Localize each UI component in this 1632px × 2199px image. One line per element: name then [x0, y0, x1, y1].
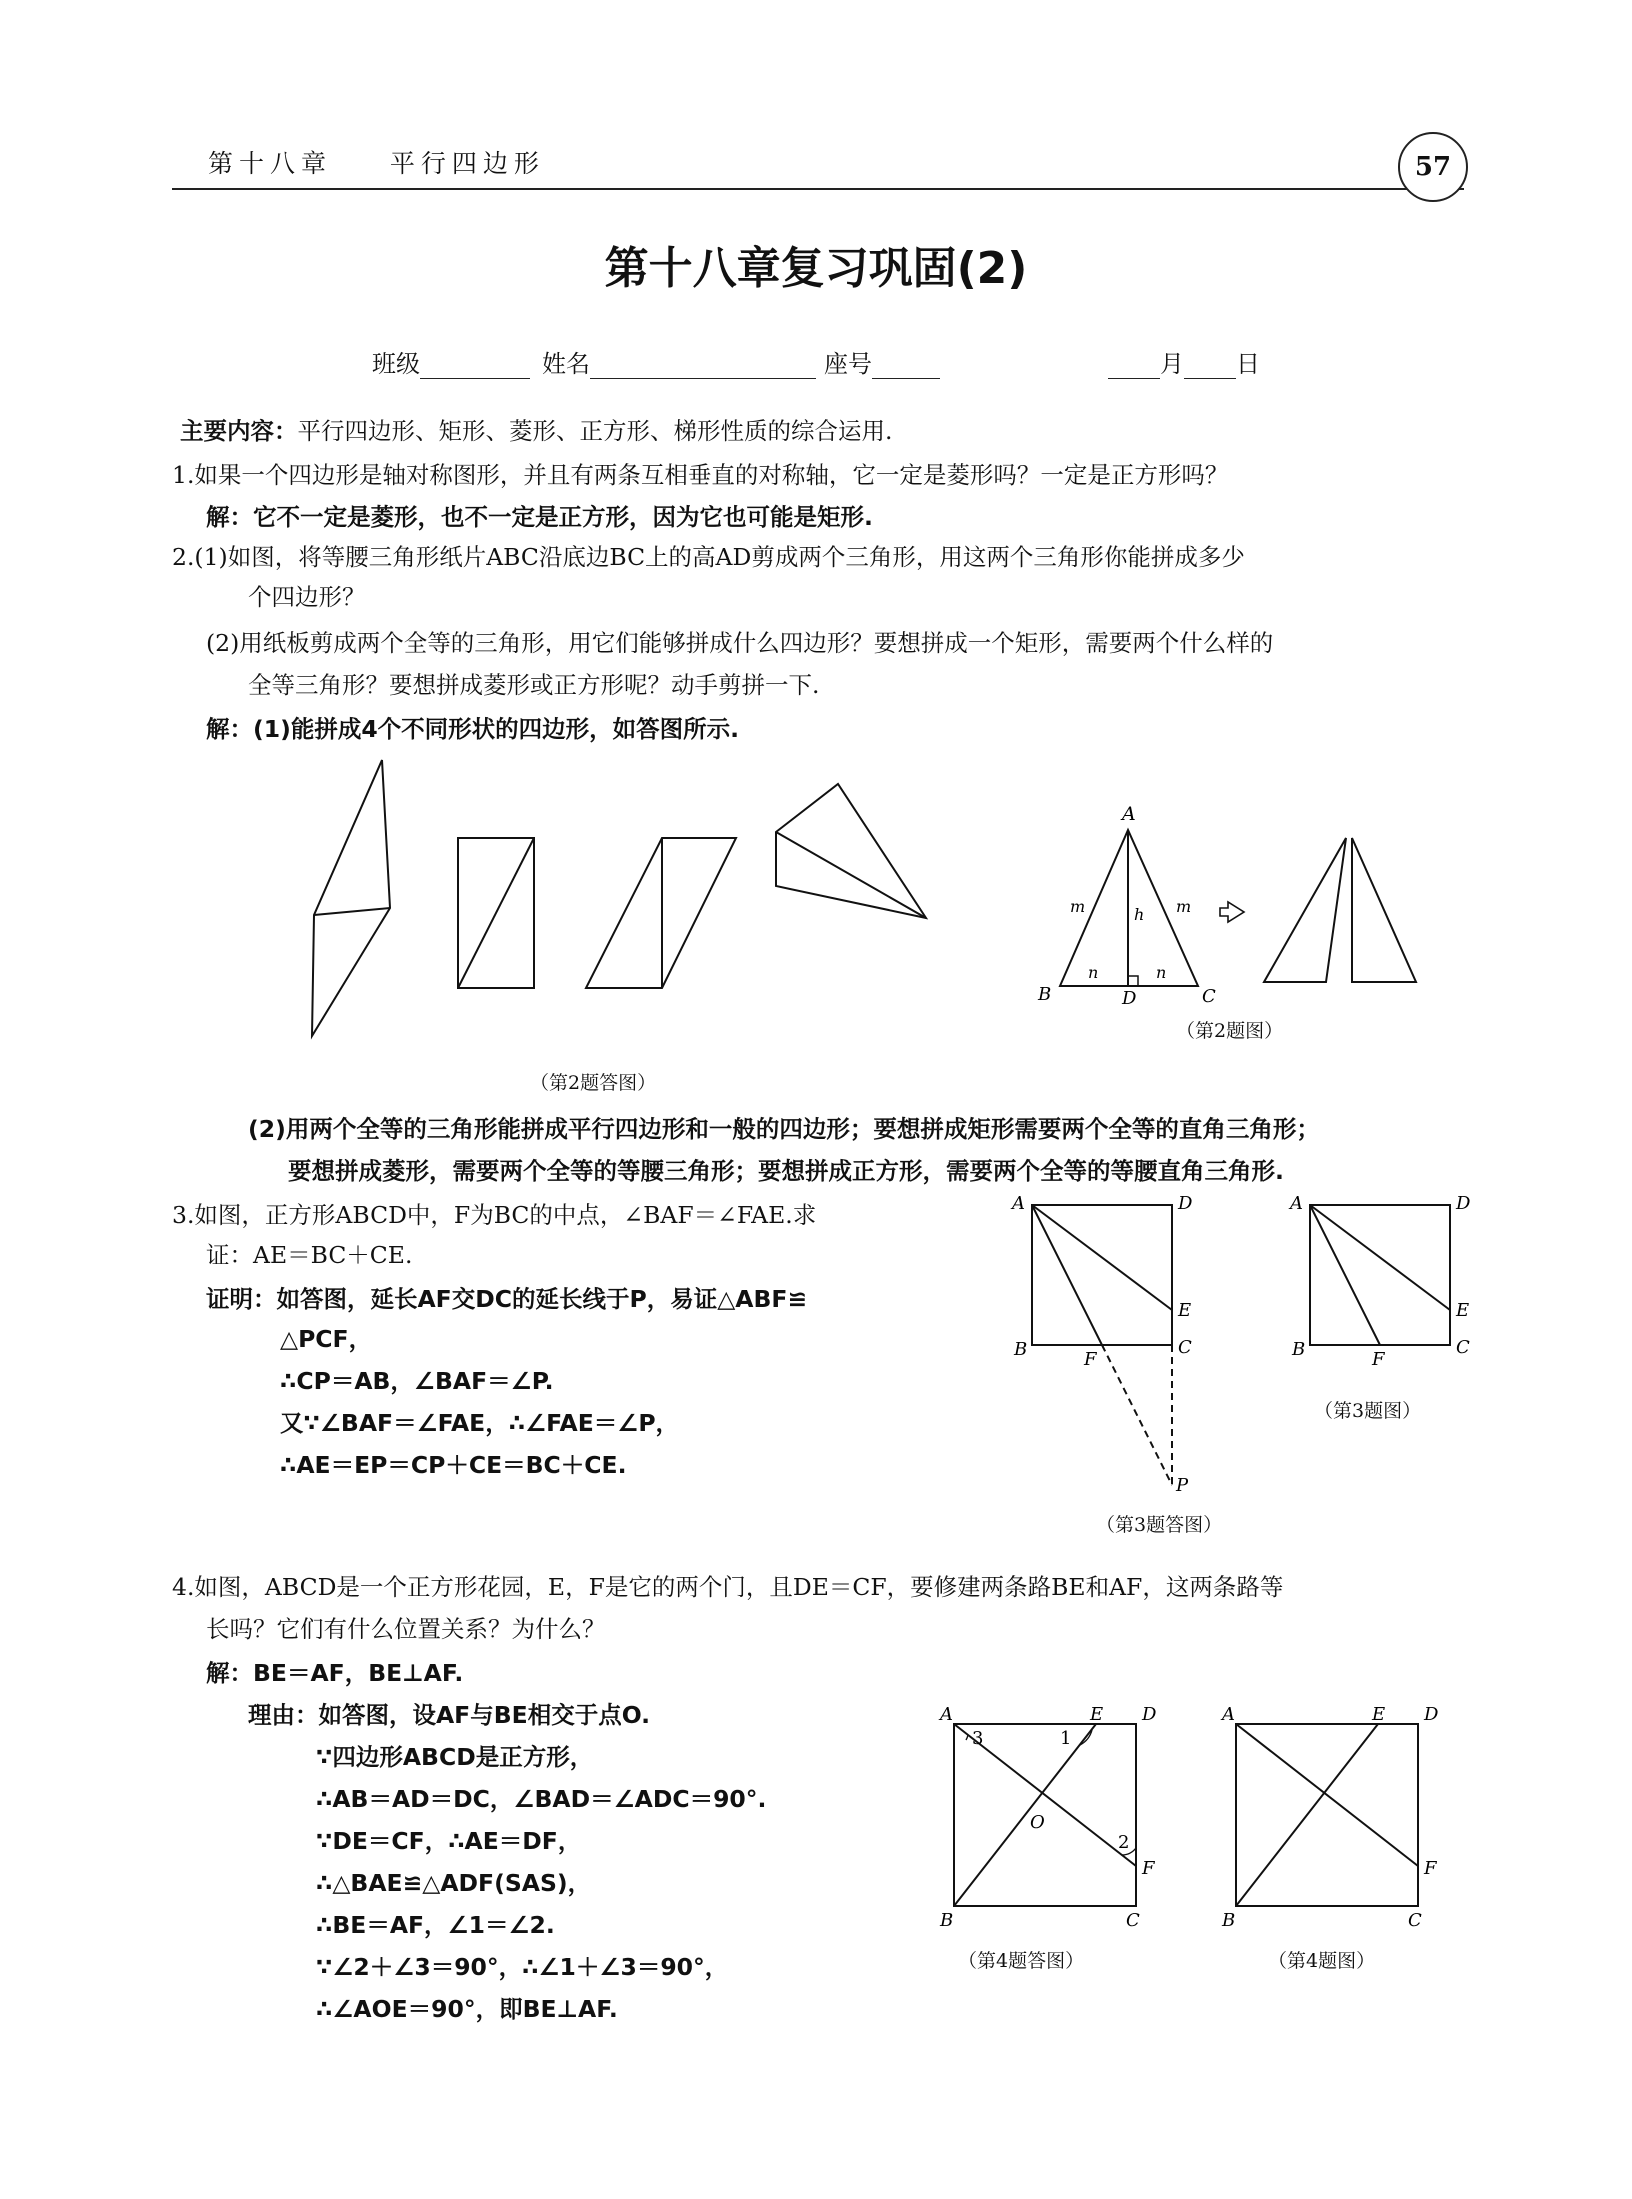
day-label: 日 [1236, 350, 1260, 378]
q3-square [1310, 1205, 1450, 1345]
name-field [542, 344, 816, 379]
q2-quad-kite-split [314, 908, 390, 915]
q4-ans-label-angle3: 3 [972, 1728, 984, 1749]
running-header [208, 144, 545, 180]
q4-reason-line3: ∴AB＝AD＝DC，∠BAD＝∠ADC＝90°. [316, 1785, 767, 1813]
q4-answer: 解：BE＝AF，BE⊥AF. [206, 1659, 464, 1687]
q3-label-e: E [1456, 1300, 1470, 1321]
q2-part1-line1: 2.(1)如图，将等腰三角形纸片ABC沿底边BC上的高AD剪成两个三角形，用这两个三角形你能拼成多少 [172, 543, 1245, 571]
class-blank [420, 352, 530, 379]
q2-arrow-icon [1220, 902, 1244, 922]
q3-ans-label-b: B [1014, 1339, 1028, 1360]
main-content [180, 414, 892, 448]
class-field [372, 344, 530, 379]
q4-ans-label-o: O [1030, 1812, 1045, 1833]
month-blank [1108, 352, 1160, 379]
q3-ans-label-p: P [1176, 1475, 1189, 1496]
q2-label-d: D [1122, 988, 1137, 1009]
q4-label-e: E [1372, 1704, 1386, 1725]
q4-reason-line7: ∵∠2＋∠3＝90°，∴∠1＋∠3＝90°， [316, 1953, 729, 1981]
q3-question-line2: 证：AE＝BC＋CE. [206, 1241, 413, 1269]
q2-figure-caption: （第2题图） [1176, 1020, 1284, 1042]
q2-answer2-line1: (2)用两个全等的三角形能拼成平行四边形和一般的四边形；要想拼成矩形需要两个全等的直角三角形； [248, 1115, 1320, 1143]
q2-label-n-right: n [1156, 963, 1167, 982]
q4-reason-line4: ∵DE＝CF，∴AE＝DF， [316, 1827, 582, 1855]
q2-part2-line1: (2)用纸板剪成两个全等的三角形，用它们能够拼成什么四边形？要想拼成一个矩形，需要两个什么样的 [206, 629, 1274, 657]
q3-answer-caption: （第3题答图） [1096, 1514, 1223, 1536]
q3-ans-label-d: D [1178, 1193, 1193, 1214]
q4-label-a: A [1222, 1704, 1235, 1725]
q2-label-n-left: n [1088, 963, 1099, 982]
q2-half-triangle-left [1264, 838, 1346, 982]
q4-question-line2: 长吗？它们有什么位置关系？为什么？ [206, 1615, 606, 1643]
q3-label-b: B [1292, 1339, 1306, 1360]
q2-quad-general-split [776, 832, 926, 918]
q4-reason-line1: 理由：如答图，设AF与BE相交于点O. [248, 1701, 651, 1729]
q3-proof-line2: △PCF， [280, 1325, 373, 1353]
q3-ans-label-c: C [1178, 1337, 1192, 1358]
q2-label-c: C [1202, 986, 1216, 1007]
q2-quad-general [776, 784, 926, 918]
q4-ans-line-be [954, 1724, 1096, 1906]
q3-proof-line4: 又∵∠BAF＝∠FAE，∴∠FAE＝∠P， [280, 1409, 680, 1437]
q2-label-m-left: m [1070, 897, 1086, 916]
date-field [1108, 344, 1260, 379]
q3-ans-square [1032, 1205, 1172, 1345]
q4-ans-angle-arc-3 [966, 1735, 968, 1740]
q4-label-b: B [1222, 1910, 1236, 1930]
q4-reason-line8: ∴∠AOE＝90°，即BE⊥AF. [316, 1995, 618, 2023]
q4-reason-line6: ∴BE＝AF，∠1＝∠2. [316, 1911, 555, 1939]
header-topic: 平行四边形 [389, 149, 545, 178]
q2-half-triangle-right [1352, 838, 1416, 982]
q4-question-line1: 4.如图，ABCD是一个正方形花园，E，F是它的两个门，且DE＝CF，要修建两条路BE和AF，这两条路等 [172, 1573, 1284, 1601]
q3-ans-extension-fp [1102, 1345, 1172, 1485]
q2-label-a: A [1122, 803, 1136, 825]
main-content-text: 平行四边形、矩形、菱形、正方形、梯形性质的综合运用. [297, 417, 893, 445]
q1-question: 1.如果一个四边形是轴对称图形，并且有两条互相垂直的对称轴，它一定是菱形吗？一定是正方形吗？ [172, 461, 1229, 489]
q2-answer1: 解：(1)能拼成4个不同形状的四边形，如答图所示. [206, 715, 740, 743]
q3-question-line1: 3.如图，正方形ABCD中，F为BC的中点，∠BAF＝∠FAE.求 [172, 1201, 817, 1229]
q4-ans-label-b: B [940, 1910, 954, 1930]
q3-figure [1278, 1185, 1498, 1375]
header-chapter: 第十八章 [208, 149, 333, 178]
q4-ans-label-c: C [1126, 1910, 1140, 1930]
q3-proof-line3: ∴CP＝AB，∠BAF＝∠P. [280, 1367, 554, 1395]
month-label: 月 [1160, 350, 1184, 378]
class-label: 班级 [372, 350, 420, 378]
q4-figure [1212, 1700, 1452, 1930]
seat-field [824, 344, 940, 379]
q2-label-b: B [1038, 984, 1052, 1005]
seat-blank [872, 352, 940, 379]
q4-ans-square [954, 1724, 1136, 1906]
q3-label-f: F [1372, 1349, 1385, 1370]
q4-line-be [1236, 1724, 1378, 1906]
q4-label-f: F [1424, 1858, 1437, 1879]
q2-label-m-right: m [1176, 897, 1192, 916]
q2-quad-rectangle-diagonal [458, 838, 534, 988]
q2-right-angle-mark [1128, 976, 1138, 986]
page-number: 57 [1398, 132, 1468, 202]
main-content-label: 主要内容： [180, 417, 298, 445]
q2-answer-caption: （第2题答图） [530, 1072, 657, 1094]
q3-line-ae [1310, 1205, 1450, 1310]
name-blank [590, 352, 816, 379]
q3-line-af [1310, 1205, 1380, 1345]
q4-square [1236, 1724, 1418, 1906]
name-label: 姓名 [542, 350, 590, 378]
q4-figure-caption: （第4题图） [1268, 1950, 1376, 1972]
day-blank [1184, 352, 1236, 379]
q4-ans-label-a: A [940, 1704, 953, 1725]
q3-ans-line-ae [1032, 1205, 1172, 1310]
q4-reason-line5: ∴△BAE≌△ADF(SAS)， [316, 1869, 592, 1897]
page-title: 第十八章复习巩固(2) [604, 243, 1028, 294]
q2-label-h: h [1134, 905, 1145, 924]
q4-reason-line2: ∵四边形ABCD是正方形， [316, 1743, 594, 1771]
q4-ans-label-d: D [1142, 1704, 1157, 1725]
q4-line-af [1236, 1724, 1418, 1866]
q3-ans-line-af [1032, 1205, 1102, 1345]
q4-answer-figure [930, 1700, 1170, 1930]
q4-ans-label-f: F [1142, 1858, 1155, 1879]
q3-label-a: A [1290, 1193, 1303, 1214]
q2-quad-kite [312, 760, 390, 1036]
q4-ans-label-e: E [1090, 1704, 1104, 1725]
q4-answer-caption: （第4题答图） [958, 1950, 1085, 1972]
q4-label-c: C [1408, 1910, 1422, 1930]
q2-part2-line2: 全等三角形？要想拼成菱形或正方形呢？动手剪拼一下. [248, 671, 820, 699]
q4-label-d: D [1424, 1704, 1439, 1725]
q2-part1-line2: 个四边形？ [248, 583, 366, 611]
seat-label: 座号 [824, 350, 872, 378]
q2-answer2-line2: 要想拼成菱形，需要两个全等的等腰三角形；要想拼成正方形，需要两个全等的等腰直角三角形. [288, 1157, 1284, 1185]
q3-label-c: C [1456, 1337, 1470, 1358]
q2-figure [1030, 800, 1470, 1010]
q4-ans-label-angle2: 2 [1118, 1832, 1130, 1853]
q3-proof-line5: ∴AE＝EP＝CP＋CE＝BC＋CE. [280, 1451, 627, 1479]
q3-label-d: D [1456, 1193, 1471, 1214]
q3-ans-label-e: E [1178, 1300, 1192, 1321]
q3-ans-label-f: F [1084, 1349, 1097, 1370]
q1-answer: 解：它不一定是菱形，也不一定是正方形，因为它也可能是矩形. [206, 503, 873, 531]
header-rule [172, 188, 1464, 190]
q4-ans-label-angle1: 1 [1060, 1728, 1072, 1749]
q3-figure-caption: （第3题图） [1314, 1400, 1422, 1422]
q3-ans-label-a: A [1012, 1193, 1025, 1214]
q3-proof-line1: 证明：如答图，延长AF交DC的延长线于P，易证△ABF≌ [206, 1285, 808, 1313]
q2-answer-figure [300, 750, 960, 1070]
q3-answer-figure [1000, 1185, 1220, 1505]
